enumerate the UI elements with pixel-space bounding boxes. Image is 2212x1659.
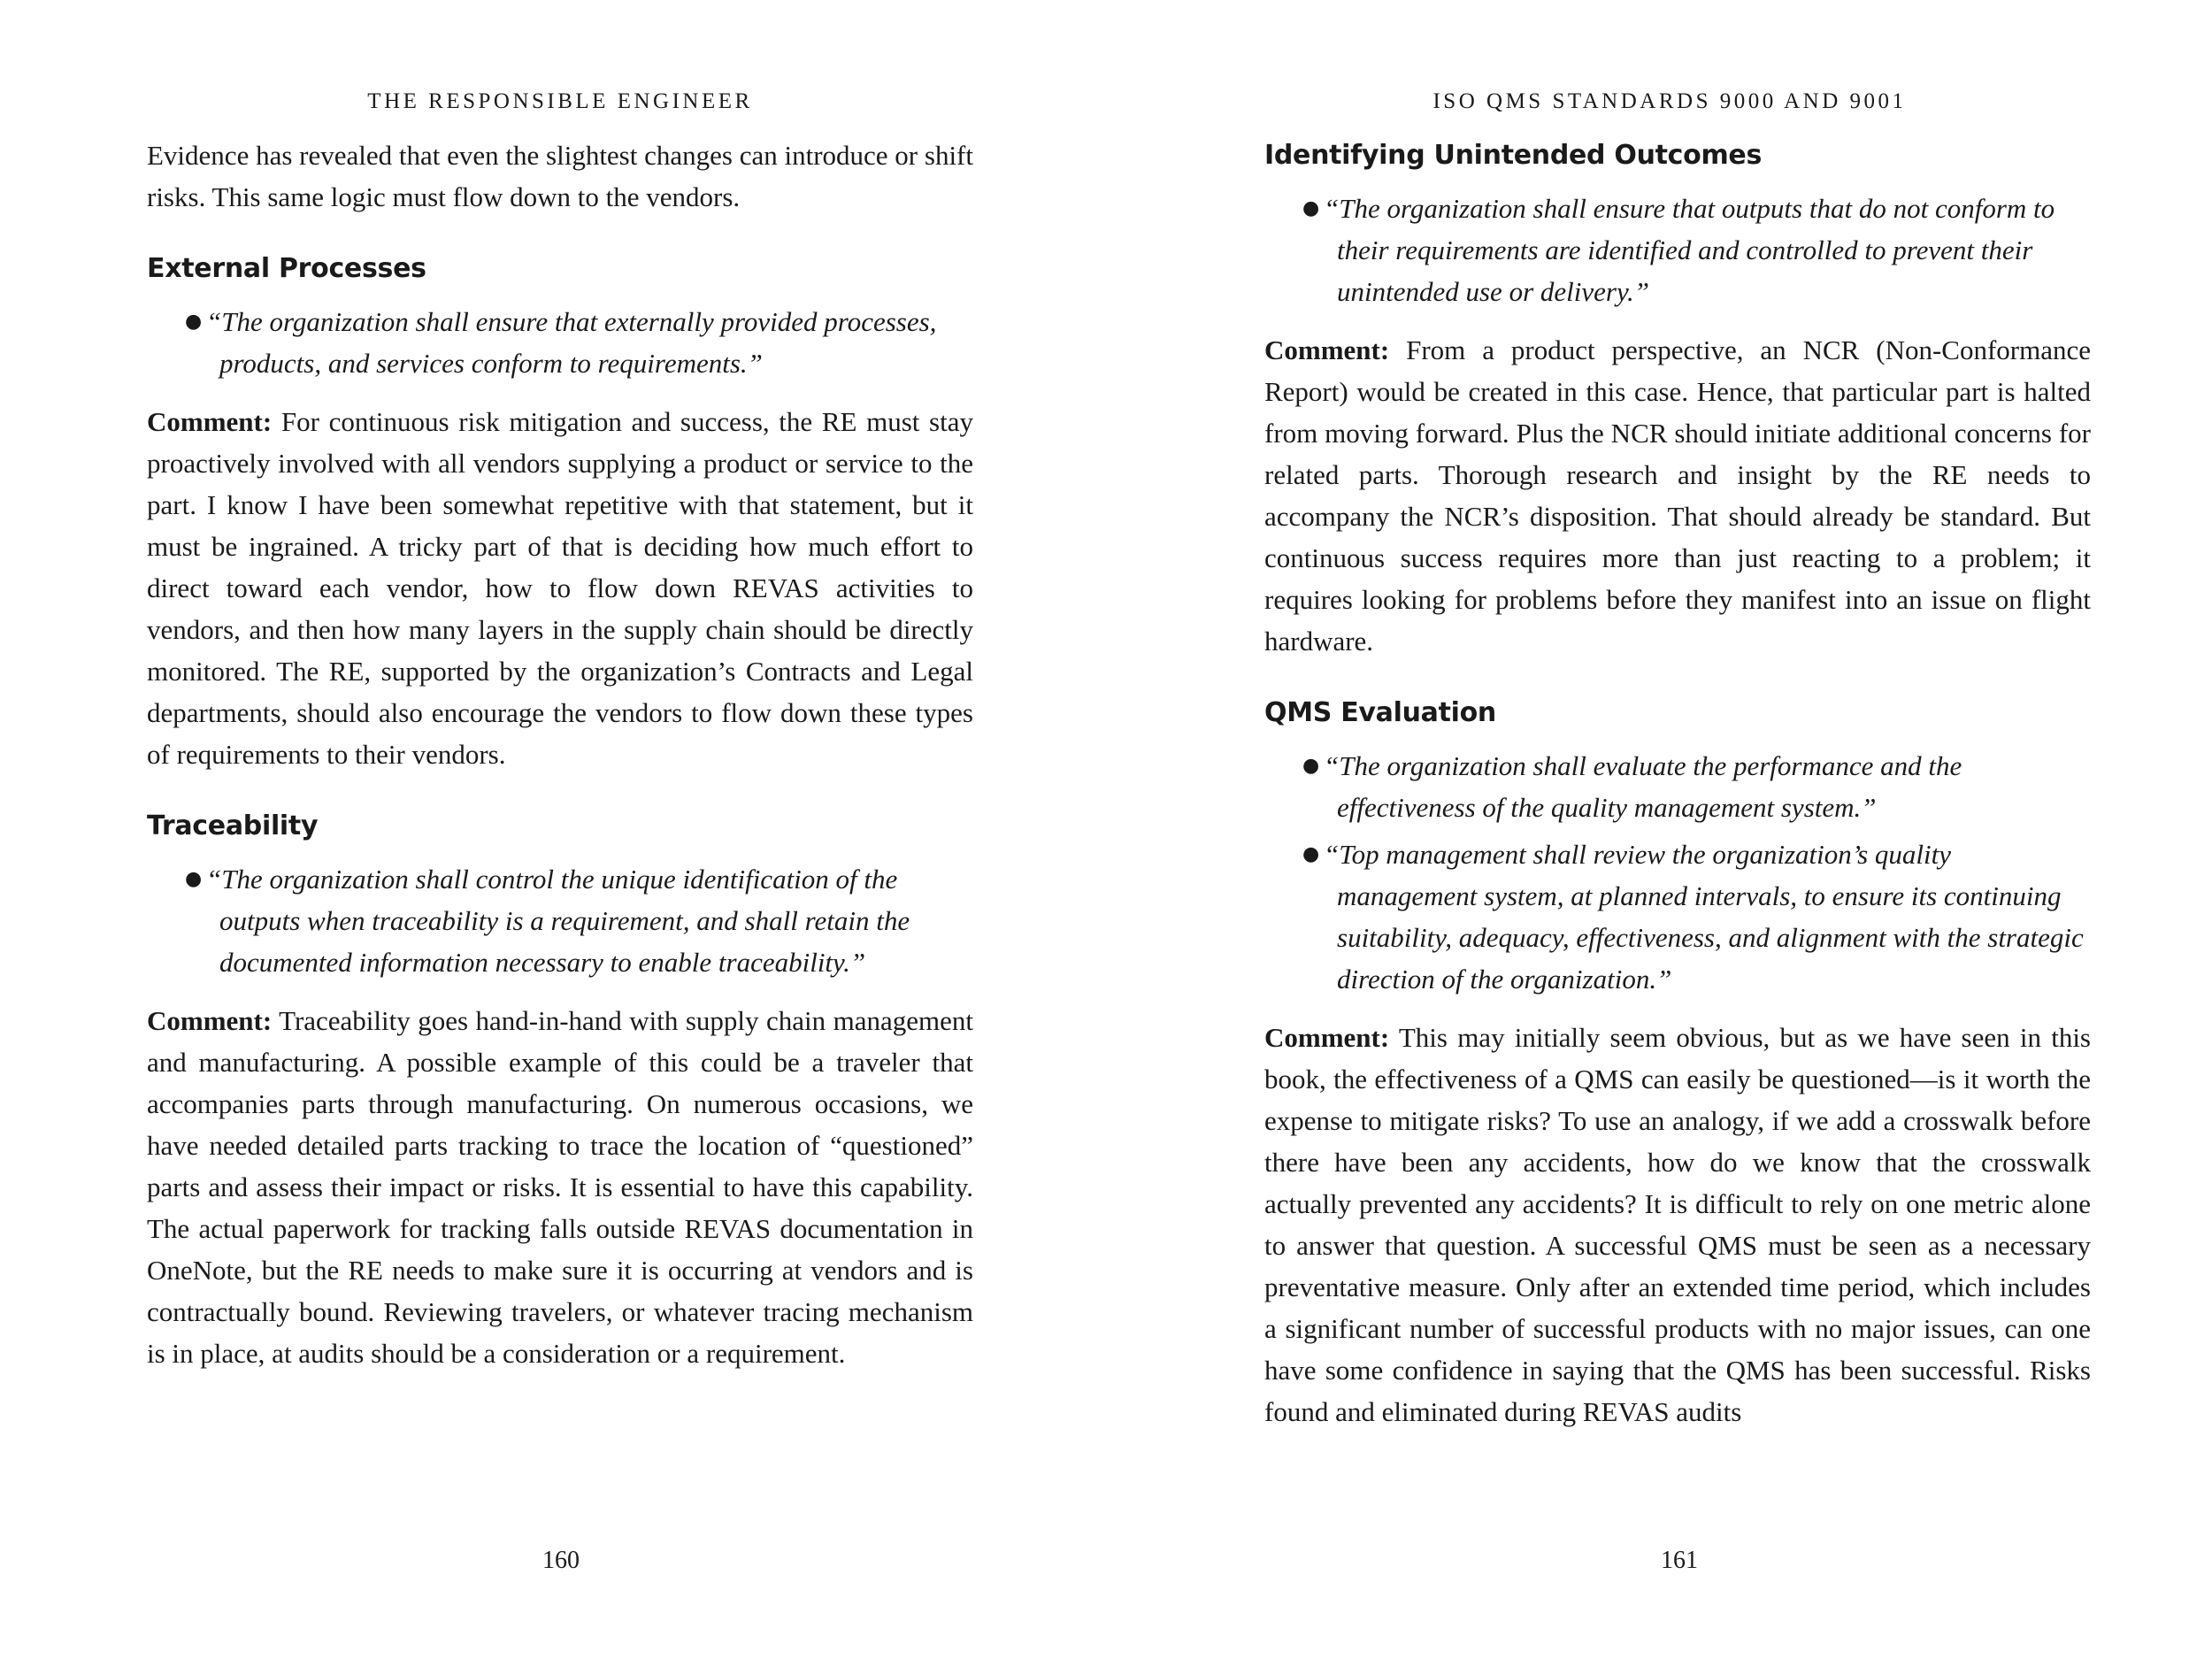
right-page (1106, 0, 2212, 1659)
quote-text: “The organization shall control the unique identification of the outputs when traceability is a requirement, and shall retain the documented information necessary to enable traceability.” (206, 864, 910, 978)
quote-text: “The organization shall ensure that externally provided processes, products, and services conform to requirements.” (206, 306, 937, 379)
page-number: 160 (542, 1547, 580, 1574)
quote-item (147, 858, 973, 983)
running-head: ISO QMS STANDARDS 9000 AND 9001 (1432, 89, 1907, 113)
quote-item (147, 301, 973, 384)
right-body (1264, 138, 2091, 1432)
comment-paragraph (147, 1000, 973, 1374)
quote-item (1264, 745, 2091, 828)
comment-label: Comment: (147, 1005, 273, 1036)
comment-paragraph (1264, 1017, 2091, 1432)
comment-text: Traceability goes hand-in-hand with supply chain management and manufacturing. A possible example of this could be a traveler that accompanies parts through manufacturing. On numerous occasions, we have needed detailed parts tracking to trace the location of “questioned” parts and assess their impact or risks. It is essential to have this capability. The actual paperwork for tracking falls outside REVAS documentation in OneNote, but the RE needs to make sure it is occurring at vendors and is contractually bound. Reviewing travelers, or whatever tracing mechanism is in place, at audits should be a consideration or a requirement. (147, 1005, 973, 1369)
quote-text: “The organization shall evaluate the performance and the effectiveness of the quality management system.” (1324, 750, 1962, 823)
comment-text: This may initially seem obvious, but as we have seen in this book, the effectiveness of a QMS can easily be questioned—is it worth the expense to mitigate risks? To use an analogy, if we add a crosswalk before there have been any accidents, how do we know that the crosswalk actually prevented any accidents? It is difficult to rely on one metric alone to answer that question. A successful QMS must be seen as a necessary preventative measure. Only after an extended time period, which includes a significant number of successful products with no major issues, can one have some confidence in saying that the QMS has been successful. Risks found and eliminated during REVAS audits (1264, 1022, 2091, 1427)
section-heading-external-processes: External Processes (147, 253, 426, 284)
running-head: THE RESPONSIBLE ENGINEER (367, 89, 753, 113)
quote-item (1264, 188, 2091, 312)
intro-paragraph: Evidence has revealed that even the slightest changes can introduce or shift risks. This same logic must flow down to the vendors. (147, 140, 973, 212)
section-heading-identifying-unintended-outcomes: Identifying Unintended Outcomes (1264, 140, 1763, 171)
section-heading-qms-evaluation: QMS Evaluation (1264, 697, 1496, 728)
bullet-icon: ● (185, 868, 203, 890)
comment-text: From a product perspective, an NCR (Non-Conformance Report) would be created in this case. Hence, that particular part is halted from moving forward. Plus the NCR should initiate additional concerns for related parts. Thorough research and insight by the RE needs to accompany the NCR’s disposition. That should already be standard. But continuous success requires more than just reacting to a problem; it requires looking for problems before they manifest into an issue on flight hardware. (1264, 334, 2091, 657)
page-number: 161 (1661, 1547, 1698, 1574)
bullet-icon: ● (1302, 755, 1320, 777)
comment-label: Comment: (1264, 1022, 1390, 1053)
quote-item (1264, 833, 2091, 1000)
comment-text: For continuous risk mitigation and success, the RE must stay proactively involved with all vendors supplying a product or service to the part. I know I have been somewhat repetitive with that statement, but it must be ingrained. A tricky part of that is deciding how much effort to direct toward each vendor, how to flow down REVAS activities to vendors, and then how many layers in the supply chain should be directly monitored. The RE, supported by the organization’s Contracts and Legal departments, should also encourage the vendors to flow down these types of requirements to their vendors. (147, 406, 973, 770)
comment-label: Comment: (147, 406, 273, 437)
left-body (147, 134, 973, 1374)
quote-list (1264, 188, 2091, 312)
bullet-icon: ● (185, 311, 203, 333)
quote-list (1264, 745, 2091, 1000)
bullet-icon: ● (1302, 843, 1320, 865)
comment-paragraph (1264, 329, 2091, 662)
quote-text: “The organization shall ensure that outputs that do not conform to their requirements are identified and controlled to prevent their unintended use or delivery.” (1324, 193, 2055, 307)
quote-list (147, 301, 973, 384)
section-heading-traceability: Traceability (147, 810, 319, 841)
quote-list (147, 858, 973, 983)
comment-paragraph (147, 401, 973, 775)
comment-label: Comment: (1264, 334, 1390, 365)
quote-text: “Top management shall review the organization’s quality management system, at planned intervals, to ensure its continuing suitability, adequacy, effectiveness, and alignment with the strategic direction of the organization.” (1324, 839, 2084, 995)
bullet-icon: ● (1302, 197, 1320, 219)
